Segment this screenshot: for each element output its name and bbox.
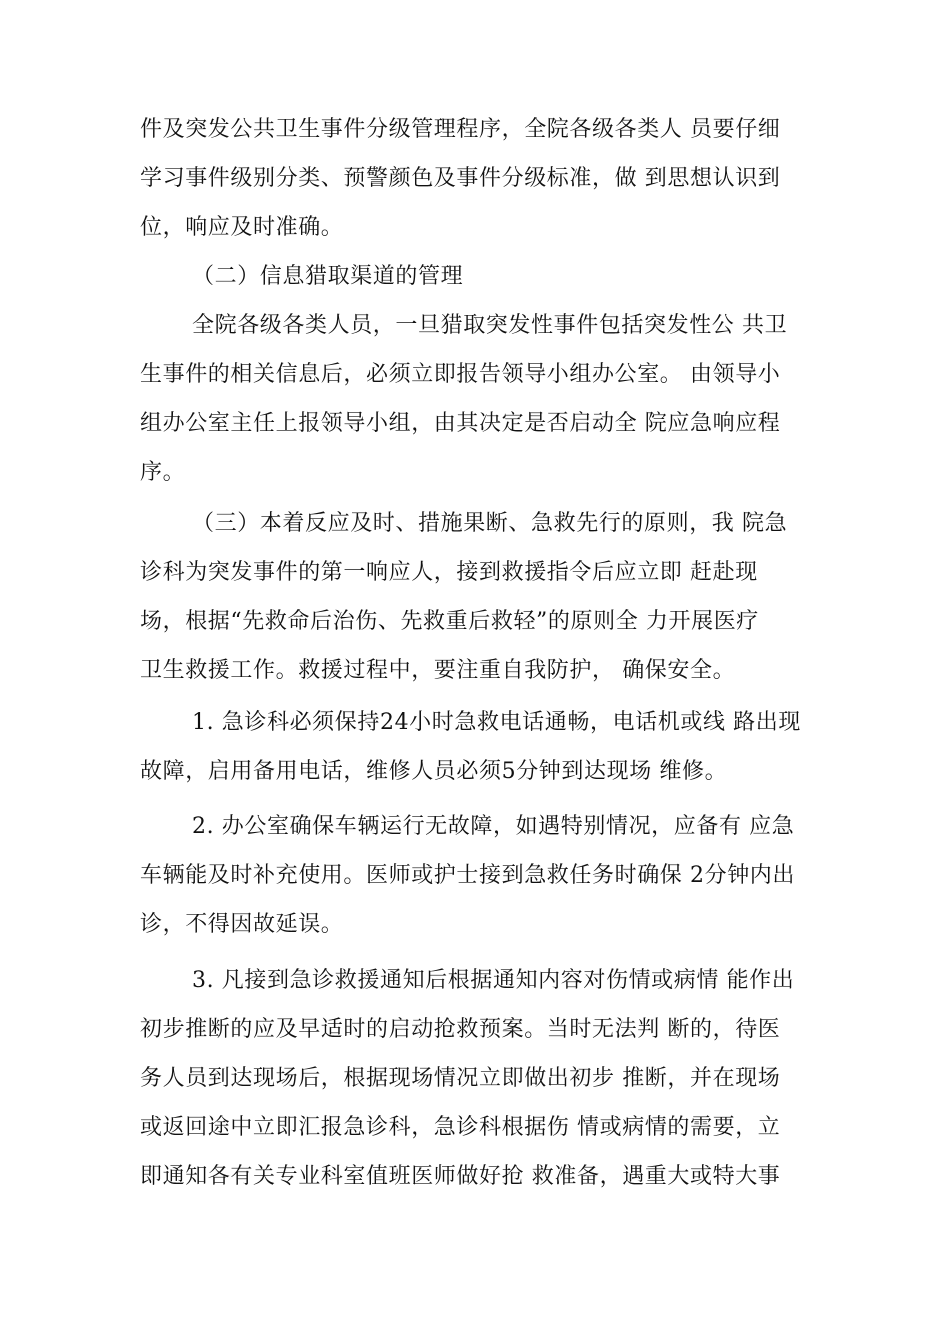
paragraph-line: 序。 bbox=[140, 460, 186, 485]
paragraph-line: 务人员到达现场后，根据现场情况立即做出初步 推断，并在现场 bbox=[140, 1066, 781, 1091]
paragraph-line: 全院各级各类人员，一旦猎取突发性事件包括突发性公 共卫 bbox=[192, 313, 788, 338]
paragraph-line: 组办公室主任上报领导小组，由其决定是否启动全 院应急响应程 bbox=[140, 411, 781, 436]
section-heading: （三）本着反应及时、措施果断、急救先行的原则，我 院急 bbox=[192, 511, 788, 536]
numbered-item: 3. 凡接到急诊救援通知后根据通知内容对伤情或病情 能作出 bbox=[192, 968, 795, 993]
paragraph-line: 学习事件级别分类、预警颜色及事件分级标准，做 到思想认识到 bbox=[140, 166, 781, 191]
paragraph-line: 件及突发公共卫生事件分级管理程序，全院各级各类人 员要仔细 bbox=[140, 117, 781, 142]
paragraph-line: 诊，不得因故延误。 bbox=[140, 912, 344, 937]
paragraph-line: 故障，启用备用电话，维修人员必须5分钟到达现场 维修。 bbox=[140, 759, 728, 784]
paragraph-line: 或返回途中立即汇报急诊科，急诊科根据伤 情或病情的需要，立 bbox=[140, 1115, 781, 1140]
numbered-item: 2. 办公室确保车辆运行无故障，如遇特别情况，应备有 应急 bbox=[192, 814, 795, 839]
paragraph-line: 车辆能及时补充使用。医师或护士接到急救任务时确保 2分钟内出 bbox=[140, 863, 795, 888]
paragraph-line: 生事件的相关信息后，必须立即报告领导小组办公室。 由领导小 bbox=[140, 362, 781, 387]
paragraph-line: 初步推断的应及早适时的启动抢救预案。当时无法判 断的，待医 bbox=[140, 1017, 781, 1042]
section-heading: （二）信息猎取渠道的管理 bbox=[192, 264, 464, 289]
paragraph-line: 卫生救援工作。救援过程中，要注重自我防护， 确保安全。 bbox=[140, 658, 736, 683]
paragraph-line: 场，根据“先救命后治伤、先救重后救轻”的原则全 力开展医疗 bbox=[140, 609, 759, 634]
paragraph-line: 诊科为突发事件的第一响应人，接到救援指令后应立即 赶赴现 bbox=[140, 560, 758, 585]
paragraph-line: 位，响应及时准确。 bbox=[140, 215, 344, 240]
paragraph-line: 即通知各有关专业科室值班医师做好抢 救准备，遇重大或特大事 bbox=[140, 1164, 781, 1189]
numbered-item: 1. 急诊科必须保持24小时急救电话通畅，电话机或线 路出现 bbox=[192, 710, 801, 735]
